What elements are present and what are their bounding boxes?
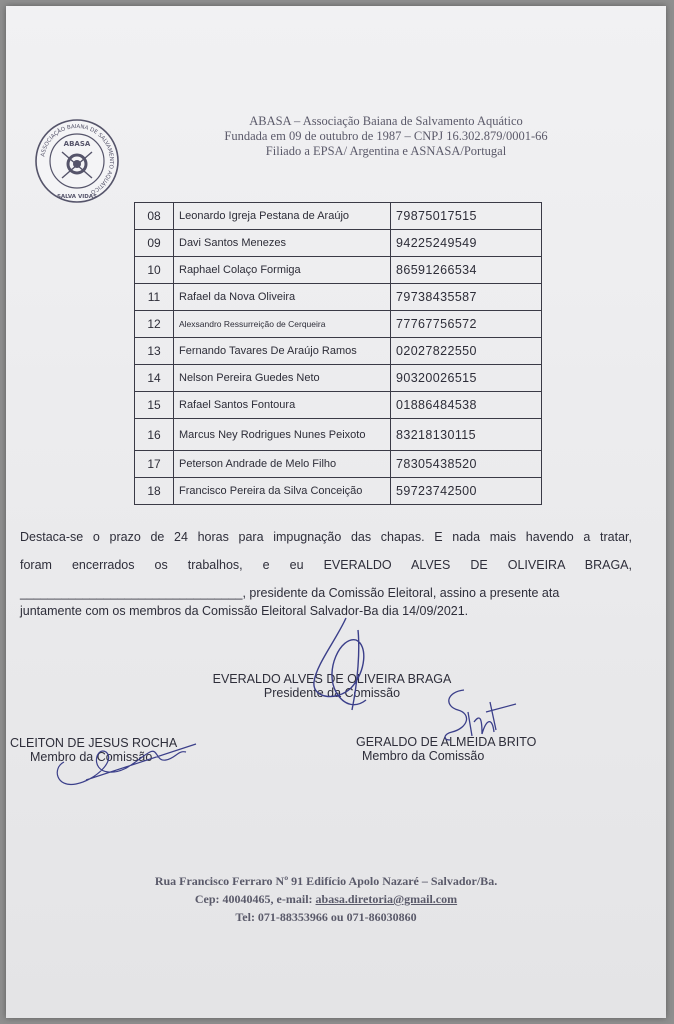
member-cpf: 01886484538 xyxy=(391,392,542,419)
row-number: 11 xyxy=(135,284,174,311)
member1-name: CLEITON DE JESUS ROCHA xyxy=(10,736,178,750)
member2-name: GERALDO DE ALMEIDA BRITO xyxy=(356,735,537,749)
letterhead xyxy=(176,114,596,159)
row-number: 12 xyxy=(135,311,174,338)
member-name: Fernando Tavares De Araújo Ramos xyxy=(174,338,391,365)
member-name: Rafael Santos Fontoura xyxy=(174,392,391,419)
footer-email-link[interactable]: abasa.diretoria@gmail.com xyxy=(315,892,458,906)
member2-role: Membro da Comissão xyxy=(362,749,485,763)
letterhead-founded: Fundada em 09 de outubro de 1987 – CNPJ 16.302.879/0001-66 xyxy=(224,129,548,143)
table-row xyxy=(135,203,542,230)
closing-paragraph-line-2: foram encerrados os trabalhos, e eu EVERALDO ALVES DE OLIVEIRA BRAGA, xyxy=(20,558,632,572)
member-name: Rafael da Nova Oliveira xyxy=(174,284,391,311)
member-name: Davi Santos Menezes xyxy=(174,230,391,257)
member1-role: Membro da Comissão xyxy=(30,750,153,764)
closing-paragraph-line-1: Destaca-se o prazo de 24 horas para impugnação das chapas. E nada mais havendo a tratar, xyxy=(20,530,632,544)
row-number: 08 xyxy=(135,203,174,230)
table-row xyxy=(135,257,542,284)
member-cpf: 86591266534 xyxy=(391,257,542,284)
row-number: 09 xyxy=(135,230,174,257)
members-table xyxy=(134,202,542,505)
member-signature-block-left xyxy=(10,736,210,764)
abasa-logo xyxy=(34,118,120,204)
footer-cep: Cep: 40040465, e-mail: xyxy=(194,892,316,906)
member-name: Peterson Andrade de Melo Filho xyxy=(174,451,391,478)
member-name: Alexsandro Ressurreição de Cerqueira xyxy=(174,311,391,338)
member-name: Francisco Pereira da Silva Conceição xyxy=(174,478,391,505)
member-cpf: 83218130115 xyxy=(391,419,542,451)
row-number: 10 xyxy=(135,257,174,284)
footer-contact xyxy=(106,890,546,908)
member-name: Leonardo Igreja Pestana de Araújo xyxy=(174,203,391,230)
row-number: 16 xyxy=(135,419,174,451)
member-cpf: 79738435587 xyxy=(391,284,542,311)
table-row xyxy=(135,451,542,478)
member-cpf: 79875017515 xyxy=(391,203,542,230)
member-cpf: 90320026515 xyxy=(391,365,542,392)
president-role: Presidente da Comissão xyxy=(263,686,401,700)
logo-ring-text: ASSOCIAÇÃO BAIANA DE SALVAMENTO AQUÁTICO xyxy=(40,123,115,195)
logo-bottom-text: SALVA VIDAS xyxy=(56,194,98,200)
row-number: 14 xyxy=(135,365,174,392)
table-row xyxy=(135,284,542,311)
member-name: Nelson Pereira Guedes Neto xyxy=(174,365,391,392)
member-signature-block-right xyxy=(356,735,576,763)
footer-address: Rua Francisco Ferraro Nº 91 Edifício Apolo Nazaré – Salvador/Ba. xyxy=(154,874,498,888)
member-cpf: 59723742500 xyxy=(391,478,542,505)
member-cpf: 94225249549 xyxy=(391,230,542,257)
row-number: 18 xyxy=(135,478,174,505)
president-name: EVERALDO ALVES DE OLIVEIRA BRAGA xyxy=(212,672,452,686)
member-cpf: 77767756572 xyxy=(391,311,542,338)
letterhead-title: ABASA – Associação Baiana de Salvamento Aquático xyxy=(249,114,523,128)
table-row xyxy=(135,311,542,338)
table-row xyxy=(135,392,542,419)
closing-paragraph-line-4: juntamente com os membros da Comissão Eleitoral Salvador-Ba dia 14/09/2021. xyxy=(20,604,469,618)
document-page xyxy=(6,6,666,1018)
row-number: 17 xyxy=(135,451,174,478)
member-cpf: 78305438520 xyxy=(391,451,542,478)
president-handwritten-signature xyxy=(296,610,406,720)
letterhead-footer xyxy=(106,872,546,926)
row-number: 13 xyxy=(135,338,174,365)
table-row xyxy=(135,230,542,257)
member-name: Raphael Colaço Formiga xyxy=(174,257,391,284)
letterhead-affiliation: Filiado a EPSA/ Argentina e ASNASA/Portugal xyxy=(265,144,507,158)
closing-paragraph-line-3: ________________________________, presidente da Comissão Eleitoral, assino a presente ata xyxy=(20,586,560,600)
member-name: Marcus Ney Rodrigues Nunes Peixoto xyxy=(174,419,391,451)
row-number: 15 xyxy=(135,392,174,419)
footer-phones: Tel: 071-88353966 ou 071-86030860 xyxy=(235,910,417,924)
table-row xyxy=(135,419,542,451)
president-signature-block xyxy=(182,672,482,700)
table-row xyxy=(135,338,542,365)
table-row xyxy=(135,365,542,392)
member-cpf: 02027822550 xyxy=(391,338,542,365)
table-row xyxy=(135,478,542,505)
logo-center-text: ABASA xyxy=(63,140,91,148)
